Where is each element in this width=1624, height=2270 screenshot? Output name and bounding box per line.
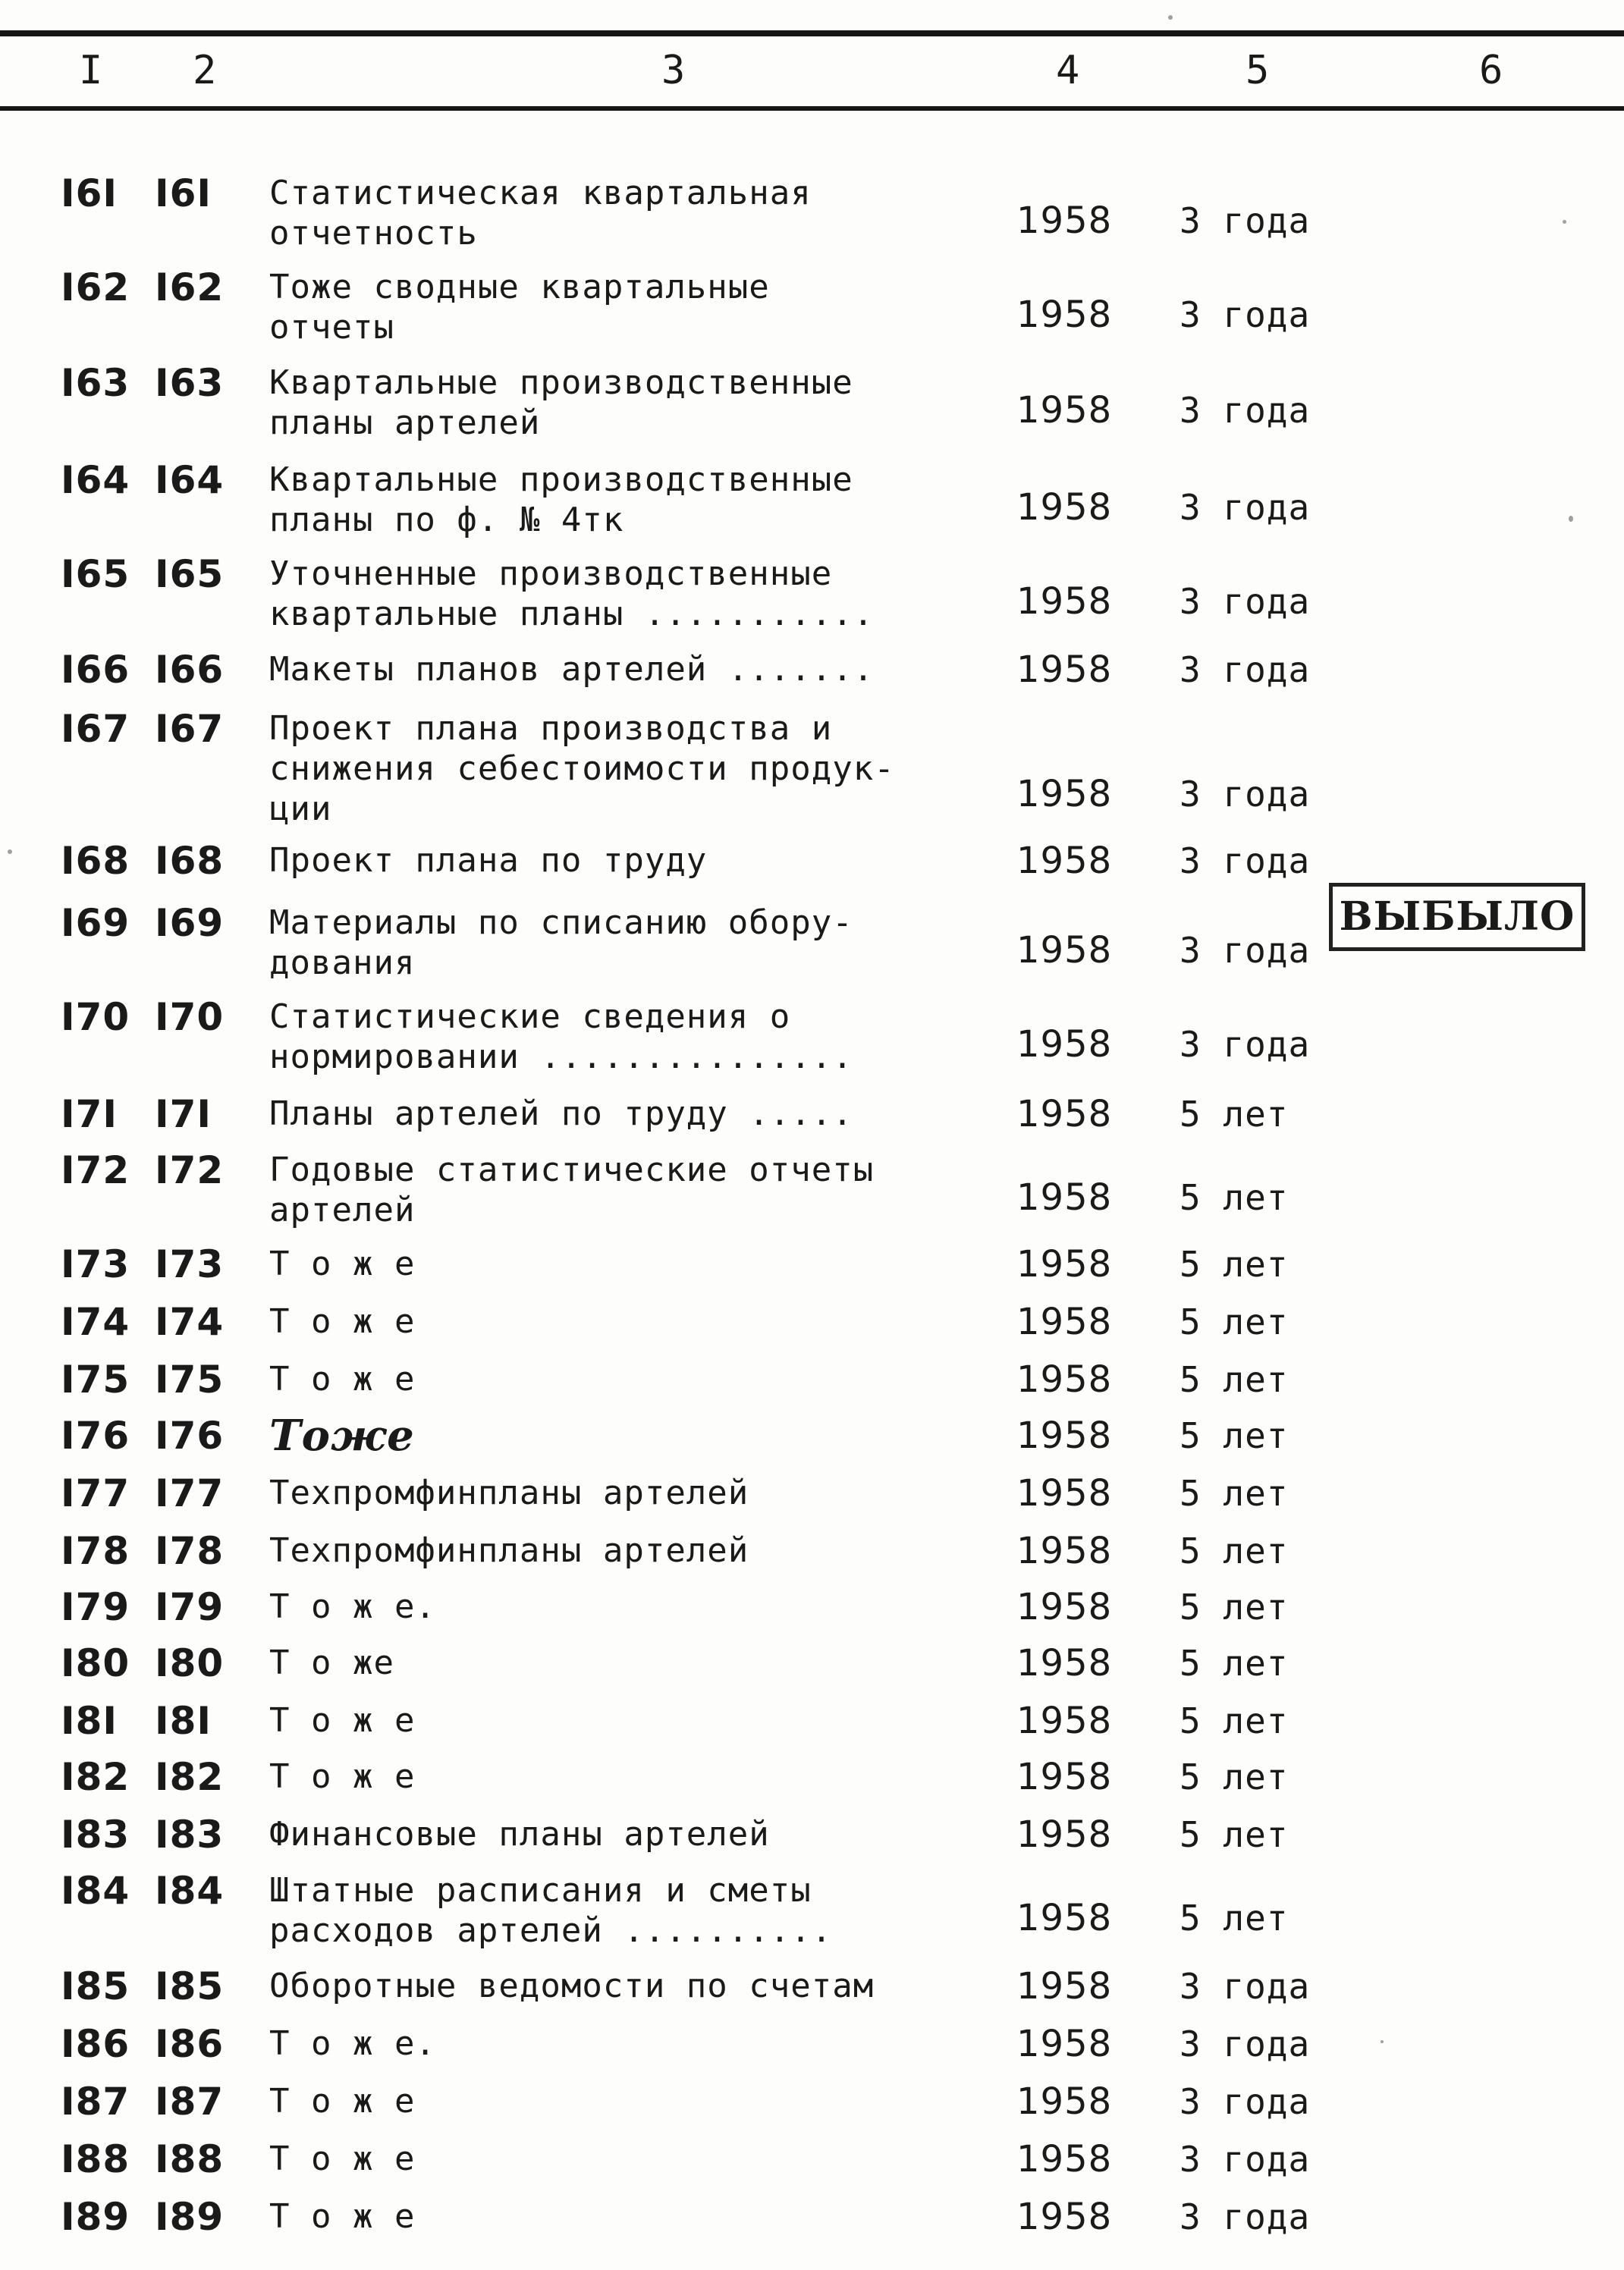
header-rule bbox=[0, 106, 1624, 111]
file-title bbox=[269, 1643, 967, 1683]
file-number: I83 bbox=[155, 1813, 225, 1857]
retention-term: 3 года bbox=[1180, 2081, 1311, 2122]
record-number: I89 bbox=[61, 2195, 130, 2239]
file-title bbox=[269, 840, 967, 881]
retention-term: 5 лет bbox=[1180, 1094, 1289, 1135]
speck-mark bbox=[1168, 15, 1173, 20]
year: 1958 bbox=[1016, 1023, 1113, 1066]
record-number: I70 bbox=[61, 995, 130, 1039]
year: 1958 bbox=[1016, 1243, 1113, 1286]
record-number: I75 bbox=[61, 1358, 130, 1402]
record-number: I87 bbox=[61, 2080, 130, 2124]
retention-term: 3 года bbox=[1180, 774, 1311, 815]
file-title-line: Т о ж е bbox=[269, 1757, 416, 1796]
file-number: I74 bbox=[155, 1300, 225, 1344]
record-number: I82 bbox=[61, 1755, 130, 1799]
retention-term: 3 года bbox=[1180, 2024, 1311, 2064]
file-number: I84 bbox=[155, 1869, 225, 1913]
file-title-line: Т о ж е bbox=[269, 2140, 416, 2178]
file-title-line: Финансовые планы артелей bbox=[269, 1815, 770, 1854]
retention-term: 3 года bbox=[1180, 840, 1311, 881]
year: 1958 bbox=[1016, 1756, 1113, 1798]
file-title-line: планы по ф. № 4тк bbox=[269, 501, 624, 539]
retention-term: 5 лет bbox=[1180, 1700, 1289, 1741]
retention-term: 3 года bbox=[1180, 930, 1311, 971]
retention-term: 5 лет bbox=[1180, 1898, 1289, 1939]
file-title bbox=[269, 649, 967, 689]
file-title-line: Годовые статистические отчеты bbox=[269, 1151, 875, 1189]
retention-term: 3 года bbox=[1180, 487, 1311, 528]
file-title-line: Макеты планов артелей ....... bbox=[269, 650, 875, 689]
retention-term: 5 лет bbox=[1180, 1814, 1289, 1855]
file-number: I85 bbox=[155, 1964, 225, 2008]
record-number: I6I bbox=[61, 171, 118, 215]
file-title-line: планы артелей bbox=[269, 403, 541, 442]
record-number: I80 bbox=[61, 1641, 130, 1685]
retention-term: 5 лет bbox=[1180, 1473, 1289, 1514]
file-title-line: Квартальные производственные bbox=[269, 460, 853, 499]
year: 1958 bbox=[1016, 1897, 1113, 1939]
year: 1958 bbox=[1016, 389, 1113, 432]
file-number: I80 bbox=[155, 1641, 225, 1685]
record-number: I62 bbox=[61, 265, 130, 309]
file-title-line: Т о ж е bbox=[269, 1245, 416, 1283]
file-title bbox=[269, 554, 967, 634]
record-number: I83 bbox=[61, 1813, 130, 1857]
file-number: I67 bbox=[155, 707, 225, 751]
file-title-line: Т о ж е bbox=[269, 1302, 416, 1341]
file-title-line: Планы артелей по труду ..... bbox=[269, 1094, 853, 1133]
file-title bbox=[269, 1700, 967, 1741]
record-number: I8I bbox=[61, 1699, 118, 1743]
retention-term: 3 года bbox=[1180, 581, 1311, 622]
file-number: I69 bbox=[155, 901, 225, 945]
year: 1958 bbox=[1016, 2196, 1113, 2238]
retention-term: 5 лет bbox=[1180, 1177, 1289, 1218]
file-title-line: Проект плана по труду bbox=[269, 841, 708, 880]
year: 1958 bbox=[1016, 1700, 1113, 1742]
speck-mark bbox=[1563, 220, 1566, 224]
file-title bbox=[269, 1359, 967, 1399]
file-title bbox=[269, 1587, 967, 1627]
year: 1958 bbox=[1016, 648, 1113, 691]
file-number: I89 bbox=[155, 2195, 225, 2239]
file-number: I62 bbox=[155, 265, 225, 309]
file-title-line: Оборотные ведомости по счетам bbox=[269, 1967, 875, 2005]
year: 1958 bbox=[1016, 294, 1113, 336]
year: 1958 bbox=[1016, 773, 1113, 815]
retention-term: 3 года bbox=[1180, 200, 1311, 241]
retention-term: 5 лет bbox=[1180, 1643, 1289, 1684]
year: 1958 bbox=[1016, 199, 1113, 242]
record-number: I65 bbox=[61, 552, 130, 596]
column-header-2: 2 bbox=[193, 48, 217, 93]
year: 1958 bbox=[1016, 1965, 1113, 2008]
year: 1958 bbox=[1016, 1586, 1113, 1628]
file-title-line: Т о же bbox=[269, 1644, 394, 1682]
record-number: I73 bbox=[61, 1242, 130, 1286]
file-title-line: ции bbox=[269, 790, 332, 828]
file-title bbox=[269, 903, 967, 983]
file-number: I75 bbox=[155, 1358, 225, 1402]
year: 1958 bbox=[1016, 1642, 1113, 1684]
file-title bbox=[269, 1411, 967, 1461]
column-header-3: 3 bbox=[661, 48, 686, 93]
record-number: I64 bbox=[61, 458, 130, 502]
record-number: I63 bbox=[61, 361, 130, 405]
record-number: I76 bbox=[61, 1414, 130, 1458]
file-number: I73 bbox=[155, 1242, 225, 1286]
file-title-line: Т о ж е. bbox=[269, 1587, 436, 1626]
file-number: I64 bbox=[155, 458, 225, 502]
top-rule bbox=[0, 30, 1624, 36]
file-title-line: отчеты bbox=[269, 308, 394, 347]
file-title-line: расходов артелей .......... bbox=[269, 1911, 833, 1950]
speck-mark bbox=[8, 849, 12, 854]
file-title bbox=[269, 1094, 967, 1134]
file-title bbox=[269, 267, 967, 347]
retention-term: 5 лет bbox=[1180, 1757, 1289, 1797]
file-title bbox=[269, 1814, 967, 1854]
speck-mark bbox=[1569, 516, 1573, 522]
column-header-1: I bbox=[79, 48, 103, 93]
file-title-line: Уточненные производственные bbox=[269, 554, 833, 593]
file-title-line: квартальные планы ........... bbox=[269, 595, 875, 633]
year: 1958 bbox=[1016, 1176, 1113, 1219]
file-number: I70 bbox=[155, 995, 225, 1039]
record-number: I74 bbox=[61, 1300, 130, 1344]
year: 1958 bbox=[1016, 1358, 1113, 1401]
file-number: I87 bbox=[155, 2080, 225, 2124]
file-title-line: артелей bbox=[269, 1191, 416, 1229]
file-title-line: Т о ж е bbox=[269, 1701, 416, 1740]
retention-term: 5 лет bbox=[1180, 1531, 1289, 1571]
record-number: I84 bbox=[61, 1869, 130, 1913]
record-number: I67 bbox=[61, 707, 130, 751]
file-number: I65 bbox=[155, 552, 225, 596]
year: 1958 bbox=[1016, 1813, 1113, 1856]
file-title-line: отчетность bbox=[269, 214, 478, 253]
record-number: I7I bbox=[61, 1092, 118, 1136]
speck-mark bbox=[1381, 2040, 1384, 2043]
record-number: I77 bbox=[61, 1471, 130, 1515]
year: 1958 bbox=[1016, 2138, 1113, 2181]
retention-term: 3 года bbox=[1180, 1966, 1311, 2007]
file-number: I86 bbox=[155, 2022, 225, 2066]
file-title-line: Статистические сведения о bbox=[269, 997, 791, 1036]
file-title-line: Т о ж е bbox=[269, 1360, 416, 1399]
file-title bbox=[269, 173, 967, 253]
file-title-line: Проект плана производства и bbox=[269, 709, 833, 748]
file-title bbox=[269, 1473, 967, 1513]
year: 1958 bbox=[1016, 1530, 1113, 1572]
file-number: I66 bbox=[155, 648, 225, 692]
file-title bbox=[269, 2139, 967, 2179]
file-number: I68 bbox=[155, 839, 225, 883]
file-title-line: Штатные расписания и сметы bbox=[269, 1871, 812, 1910]
record-number: I78 bbox=[61, 1529, 130, 1573]
file-title-line: снижения себестоимости продук- bbox=[269, 749, 895, 788]
year: 1958 bbox=[1016, 580, 1113, 623]
file-title bbox=[269, 2081, 967, 2121]
file-title bbox=[269, 1301, 967, 1342]
record-number: I68 bbox=[61, 839, 130, 883]
retention-term: 5 лет bbox=[1180, 1415, 1289, 1456]
record-number: I85 bbox=[61, 1964, 130, 2008]
file-number: I76 bbox=[155, 1414, 225, 1458]
record-number: I79 bbox=[61, 1585, 130, 1629]
retention-term: 5 лет bbox=[1180, 1587, 1289, 1628]
column-header-6: 6 bbox=[1479, 48, 1503, 93]
retention-term: 3 года bbox=[1180, 1024, 1311, 1065]
file-title-line: Т о ж е bbox=[269, 2197, 416, 2236]
record-number: I86 bbox=[61, 2022, 130, 2066]
file-number: I63 bbox=[155, 361, 225, 405]
file-title-line: дования bbox=[269, 943, 416, 982]
column-header-4: 4 bbox=[1056, 48, 1080, 93]
file-title bbox=[269, 460, 967, 540]
file-title bbox=[269, 708, 967, 829]
file-title-line: Техпромфинпланы артелей bbox=[269, 1531, 749, 1570]
year: 1958 bbox=[1016, 1472, 1113, 1515]
retention-term: 5 лет bbox=[1180, 1301, 1289, 1342]
retention-term: 3 года bbox=[1180, 649, 1311, 690]
file-number: I7I bbox=[155, 1092, 212, 1136]
file-number: I72 bbox=[155, 1148, 225, 1192]
file-title-line: нормировании ............... bbox=[269, 1038, 853, 1076]
file-title bbox=[269, 2024, 967, 2064]
file-title-line: Тоже bbox=[269, 1411, 415, 1461]
file-number: I8I bbox=[155, 1699, 212, 1743]
year: 1958 bbox=[1016, 486, 1113, 529]
file-number: I78 bbox=[155, 1529, 225, 1573]
record-number: I69 bbox=[61, 901, 130, 945]
vybylo-stamp: ВЫБЫЛО bbox=[1329, 883, 1585, 951]
file-title bbox=[269, 363, 967, 443]
retention-term: 5 лет bbox=[1180, 1359, 1289, 1400]
record-number: I66 bbox=[61, 648, 130, 692]
year: 1958 bbox=[1016, 1093, 1113, 1135]
file-title-line: Т о ж е. bbox=[269, 2024, 436, 2063]
retention-term: 3 года bbox=[1180, 390, 1311, 431]
file-title-line: Т о ж е bbox=[269, 2082, 416, 2121]
retention-term: 3 года bbox=[1180, 294, 1311, 335]
column-header-5: 5 bbox=[1245, 48, 1270, 93]
file-number: I6I bbox=[155, 171, 212, 215]
file-title bbox=[269, 1870, 967, 1951]
file-title bbox=[269, 1966, 967, 2006]
year: 1958 bbox=[1016, 2080, 1113, 2123]
file-title-line: Техпромфинпланы артелей bbox=[269, 1474, 749, 1512]
file-title bbox=[269, 1757, 967, 1797]
file-number: I88 bbox=[155, 2137, 225, 2181]
file-title-line: Статистическая квартальная bbox=[269, 174, 812, 212]
file-number: I79 bbox=[155, 1585, 225, 1629]
retention-term: 3 года bbox=[1180, 2139, 1311, 2180]
file-title bbox=[269, 1150, 967, 1230]
retention-term: 5 лет bbox=[1180, 1244, 1289, 1285]
record-number: I72 bbox=[61, 1148, 130, 1192]
file-title bbox=[269, 1244, 967, 1284]
year: 1958 bbox=[1016, 840, 1113, 882]
file-title bbox=[269, 1531, 967, 1571]
file-title bbox=[269, 2196, 967, 2237]
year: 1958 bbox=[1016, 929, 1113, 972]
year: 1958 bbox=[1016, 1414, 1113, 1457]
file-number: I82 bbox=[155, 1755, 225, 1799]
file-title-line: Материалы по списанию обору- bbox=[269, 903, 853, 942]
file-title bbox=[269, 997, 967, 1077]
year: 1958 bbox=[1016, 2023, 1113, 2065]
file-title-line: Тоже сводные квартальные bbox=[269, 268, 770, 306]
file-title-line: Квартальные производственные bbox=[269, 363, 853, 402]
file-number: I77 bbox=[155, 1471, 225, 1515]
year: 1958 bbox=[1016, 1301, 1113, 1343]
retention-term: 3 года bbox=[1180, 2196, 1311, 2237]
record-number: I88 bbox=[61, 2137, 130, 2181]
